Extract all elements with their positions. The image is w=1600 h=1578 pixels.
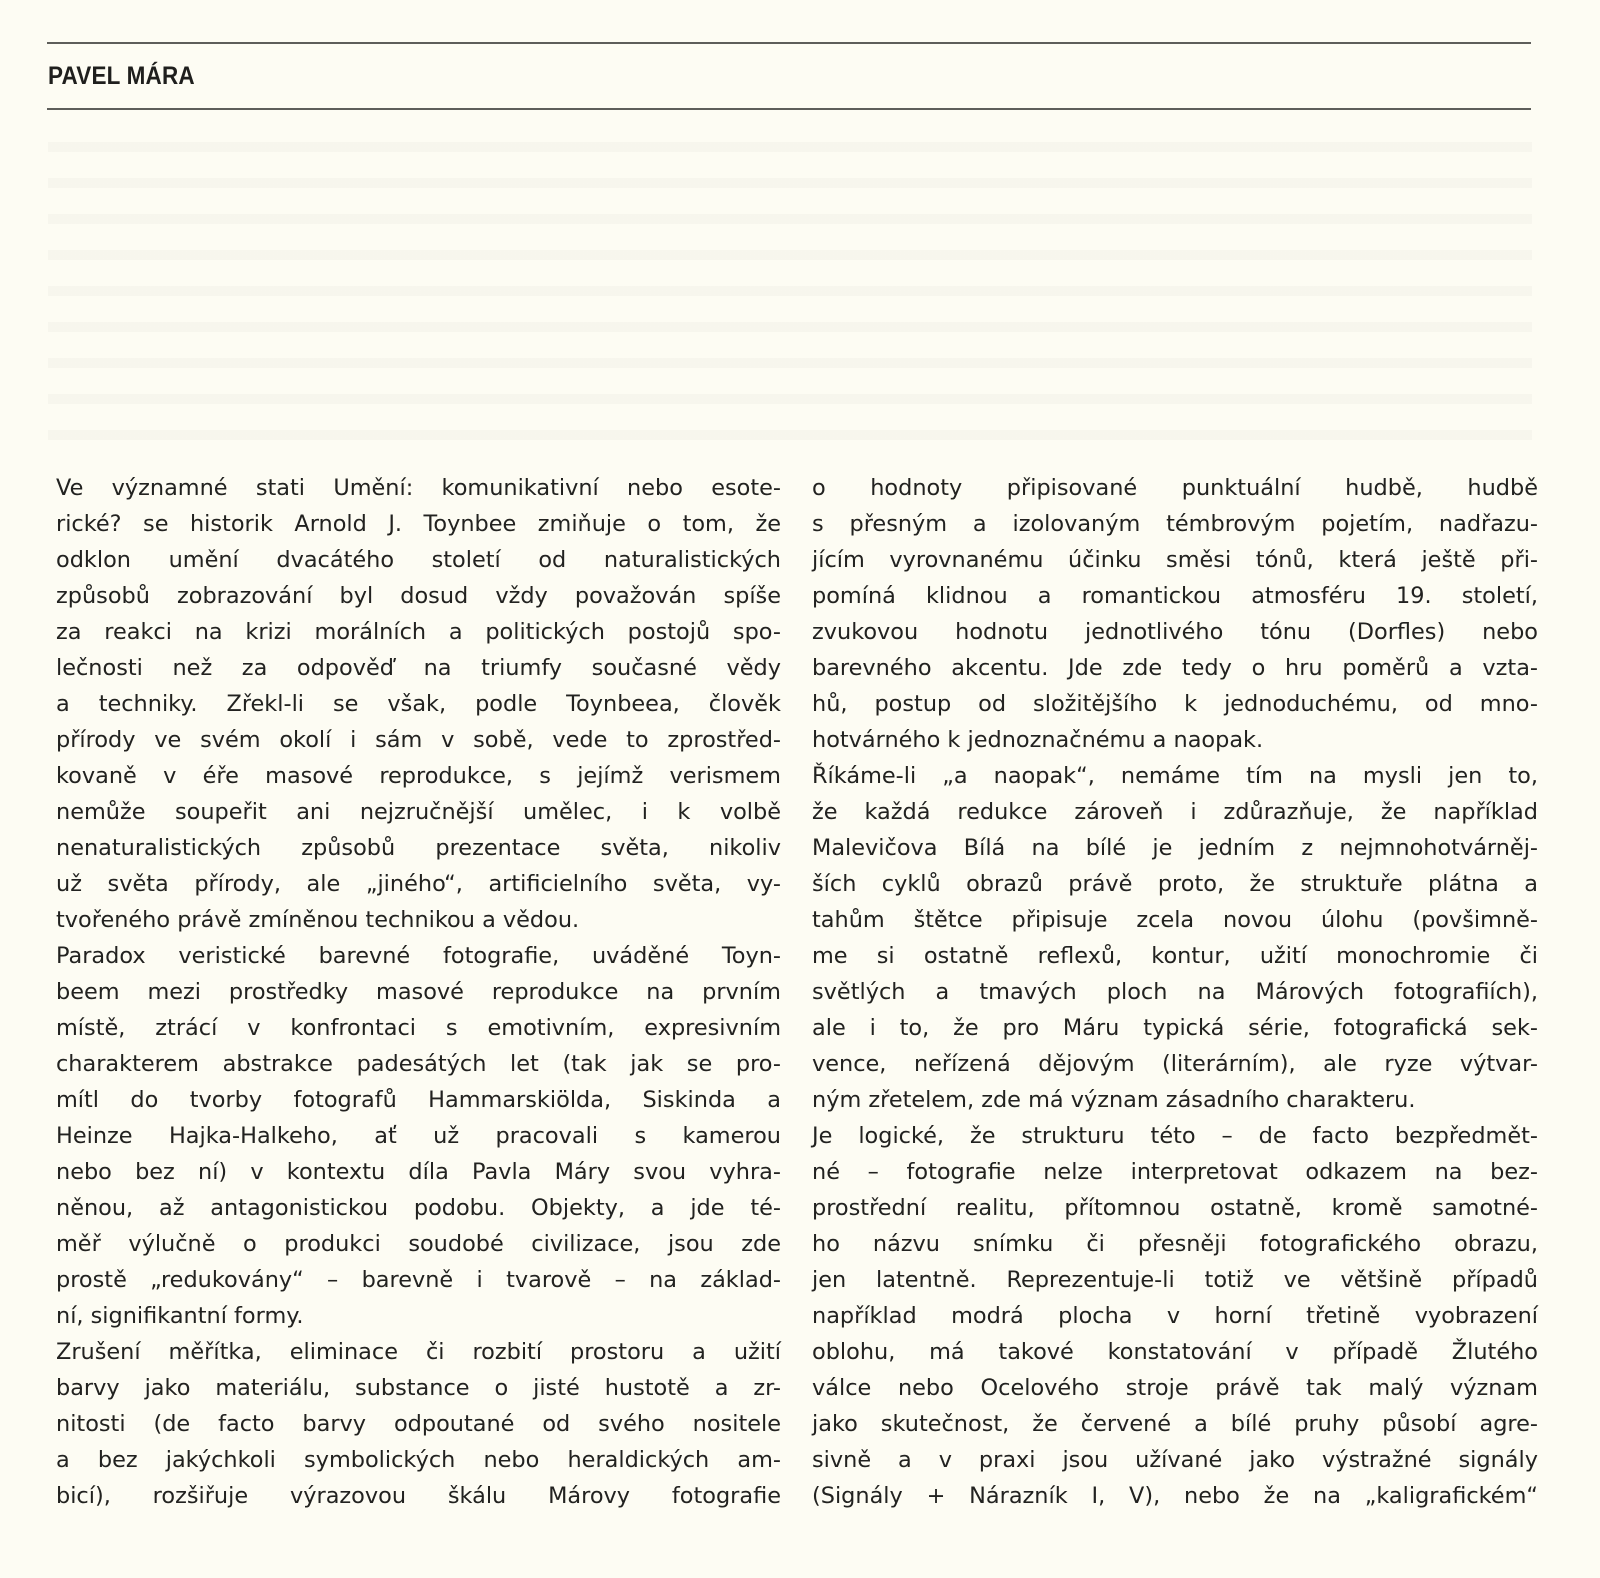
- text-line: měř výlučně o produkci soudobé civilizace, jsou zde: [56, 1231, 781, 1257]
- text-line: me si ostatně reflexů, kontur, užití monochromie či: [812, 943, 1538, 969]
- text-line: nemůže soupeřit ani nejzručnější umělec, i k volbě: [56, 799, 781, 825]
- text-line: kovaně v éře masové reprodukce, s jejímž verismem: [56, 763, 781, 789]
- paragraph: [56, 1334, 781, 1514]
- text-line: né – fotografie nelze interpretovat odkazem na bez-: [812, 1159, 1538, 1185]
- text-line: hotvárného k jednoznačnému a naopak.: [812, 727, 1264, 753]
- text-line: ným zřetelem, zde má význam zásadního charakteru.: [812, 1087, 1416, 1113]
- text-line: Zrušení měřítka, eliminace či rozbití prostoru a užití: [56, 1339, 781, 1365]
- text-line: beem mezi prostředky masové reprodukce na prvním: [56, 979, 781, 1005]
- text-line: způsobů zobrazování byl dosud vždy považován spíše: [56, 583, 781, 609]
- text-line: nebo bez ní) v kontextu díla Pavla Máry svou vyhra-: [56, 1159, 781, 1185]
- text-line: s přesným a izolovaným témbrovým pojetím, nadřazu-: [812, 511, 1538, 537]
- right-column: [812, 470, 1538, 1514]
- text-line: ní, signifikantní formy.: [56, 1303, 304, 1329]
- text-line: prostě „redukovány“ – barevně i tvarově – na základ-: [56, 1267, 781, 1293]
- text-line: o hodnoty připisované punktuální hudbě, hudbě: [812, 475, 1538, 501]
- text-line: (Signály + Nárazník I, V), nebo že na „kaligrafickém“: [812, 1483, 1538, 1509]
- text-line: ho názvu snímku či přesněji fotografického obrazu,: [812, 1231, 1538, 1257]
- text-line: přírody ve svém okolí i sám v sobě, vede to zprostřed-: [56, 727, 781, 753]
- paragraph: [812, 470, 1538, 758]
- text-line: vence, neřízená dějovým (literárním), ale ryze výtvar-: [812, 1051, 1538, 1077]
- text-line: rické? se historik Arnold J. Toynbee zmiňuje o tom, že: [56, 511, 781, 537]
- text-line: Ve významné stati Umění: komunikativní nebo esote-: [56, 475, 781, 501]
- text-line: mítl do tvorby fotografů Hammarskiölda, Siskinda a: [56, 1087, 781, 1113]
- text-line: například modrá plocha v horní třetině vyobrazení: [812, 1303, 1538, 1329]
- paragraph: [812, 1118, 1538, 1514]
- text-line: hů, postup od složitějšího k jednoduchému, od mno-: [812, 691, 1538, 717]
- text-line: nitosti (de facto barvy odpoutané od svého nositele: [56, 1411, 781, 1437]
- text-line: bicí), rozšiřuje výrazovou škálu Márovy fotografie: [56, 1483, 781, 1509]
- text-line: ale i to, že pro Máru typická série, fotografická sek-: [812, 1015, 1538, 1041]
- text-line: prostřední realitu, přítomnou ostatně, kromě samotné-: [812, 1195, 1538, 1221]
- header-top-rule: [47, 42, 1531, 44]
- text-line: a bez jakýchkoli symbolických nebo heraldických am-: [56, 1447, 781, 1473]
- text-line: že každá redukce zároveň i zdůrazňuje, že například: [812, 799, 1538, 825]
- text-line: ších cyklů obrazů právě proto, že struktuře plátna a: [812, 871, 1538, 897]
- text-line: jen latentně. Reprezentuje-li totiž ve většině případů: [812, 1267, 1538, 1293]
- text-line: lečnosti než za odpověď na triumfy současné vědy: [56, 655, 781, 681]
- text-line: Říkáme-li „a naopak“, nemáme tím na mysli jen to,: [812, 763, 1538, 789]
- paragraph: [56, 938, 781, 1334]
- left-column: [56, 470, 781, 1514]
- text-line: místě, ztrácí v konfrontaci s emotivním, expresivním: [56, 1015, 781, 1041]
- text-line: odklon umění dvacátého století od naturalistických: [56, 547, 781, 573]
- text-line: už světa přírody, ale „jiného“, artificielního světa, vy-: [56, 871, 781, 897]
- text-line: barvy jako materiálu, substance o jisté hustotě a zr-: [56, 1375, 781, 1401]
- text-line: charakterem abstrakce padesátých let (tak jak se pro-: [56, 1051, 781, 1077]
- text-line: tvořeného právě zmíněnou technikou a vědou.: [56, 907, 580, 933]
- paragraph: [812, 758, 1538, 1118]
- text-line: pomíná klidnou a romantickou atmosféru 19. století,: [812, 583, 1538, 609]
- text-line: tahům štětce připisuje zcela novou úlohu (povšimně-: [812, 907, 1538, 933]
- text-line: zvukovou hodnotu jednotlivého tónu (Dorfles) nebo: [812, 619, 1538, 645]
- text-line: a techniky. Zřekl-li se však, podle Toynbeea, člověk: [56, 691, 781, 717]
- text-line: jícím vyrovnanému účinku směsi tónů, která ještě při-: [812, 547, 1538, 573]
- text-line: Paradox veristické barevné fotografie, uváděné Toyn-: [56, 943, 781, 969]
- text-line: sivně a v praxi jsou užívané jako výstražné signály: [812, 1447, 1538, 1473]
- text-line: světlých a tmavých ploch na Márových fotografiích),: [812, 979, 1538, 1005]
- author-heading: PAVEL MÁRA: [48, 62, 195, 90]
- paragraph: [56, 470, 781, 938]
- text-line: Malevičova Bílá na bílé je jedním z nejmnohotvárněj-: [812, 835, 1538, 861]
- text-line: něnou, až antagonistickou podobu. Objekty, a jde té-: [56, 1195, 781, 1221]
- text-line: válce nebo Ocelového stroje právě tak malý význam: [812, 1375, 1538, 1401]
- text-line: za reakci na krizi morálních a politických postojů spo-: [56, 619, 781, 645]
- text-line: Heinze Hajka-Halkeho, ať už pracovali s kamerou: [56, 1123, 781, 1149]
- text-line: nenaturalistických způsobů prezentace světa, nikoliv: [56, 835, 781, 861]
- text-line: jako skutečnost, že červené a bílé pruhy působí agre-: [812, 1411, 1538, 1437]
- text-line: barevného akcentu. Jde zde tedy o hru poměrů a vzta-: [812, 655, 1538, 681]
- header-bottom-rule: [47, 108, 1531, 110]
- reverse-side-bleed-through: [48, 118, 1532, 448]
- text-line: oblohu, má takové konstatování v případě Žlutého: [812, 1339, 1538, 1365]
- text-line: Je logické, že strukturu této – de facto bezpředmět-: [812, 1123, 1538, 1149]
